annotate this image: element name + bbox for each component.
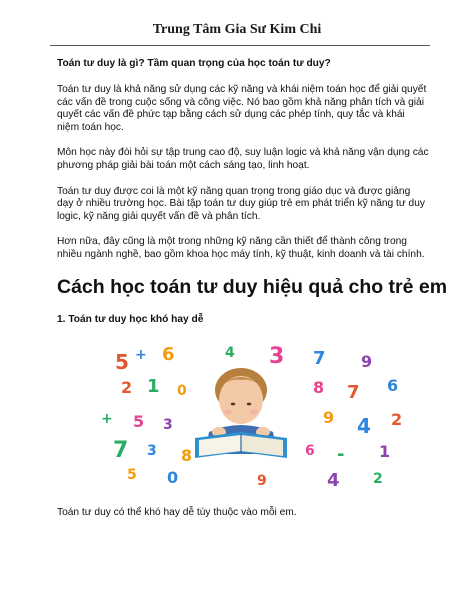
number-glyph: 3 (269, 343, 285, 369)
number-glyph: 6 (387, 375, 399, 395)
main-title: Cách học toán tư duy hiệu quả cho trẻ em (57, 275, 448, 298)
child-reading-book-icon (191, 362, 291, 472)
number-glyph: 2 (373, 470, 383, 487)
number-glyph: 6 (162, 343, 175, 365)
number-glyph: 4 (327, 469, 340, 491)
header-divider (50, 45, 430, 46)
number-glyph: 1 (379, 441, 391, 461)
number-glyph: 2 (121, 377, 133, 397)
number-glyph: 8 (181, 445, 193, 465)
number-glyph: 2 (391, 409, 403, 429)
number-glyph: 3 (163, 416, 173, 433)
number-glyph: 5 (127, 466, 137, 483)
number-glyph: 7 (347, 381, 360, 403)
section-heading: Toán tư duy là gì? Tầm quan trọng của học toán tư duy? (57, 58, 331, 69)
number-glyph: 6 (305, 442, 315, 459)
image-caption: Toán tư duy có thể khó hay dễ tùy thuộc vào mỗi em. (57, 506, 297, 518)
number-glyph: 4 (357, 413, 371, 438)
number-glyph: 0 (177, 382, 187, 399)
paragraph: Môn học này đòi hỏi sự tập trung cao độ, suy luận logic và khả năng vận dụng các phương pháp giải bài toán một cách sáng tạo, linh hoạt. (57, 147, 429, 171)
number-glyph: 5 (133, 411, 145, 431)
paragraph: Toán tư duy là khả năng sử dụng các kỹ năng và khái niệm toán học để giải quyết các vấn đề trong cuộc sống và công việc. Nó bao gồm khả năng phân tích và giải quyết các vấn đề phức tạp bằng cách sử dụng các phép tính, quy tắc và khái niệm toán học. (57, 84, 427, 133)
number-glyph: - (337, 443, 345, 465)
subsection-heading: 1. Toán tư duy học khó hay dễ (57, 313, 204, 325)
paragraph: Hơn nữa, đây cũng là một trong những kỹ năng cần thiết để thành công trong nhiều ngành nghề, bao gồm khoa học máy tính, kỹ thuật, kinh doanh và tài chính. (57, 236, 425, 260)
number-glyph: 9 (323, 407, 335, 427)
number-glyph: 4 (225, 344, 235, 361)
number-glyph: 7 (113, 437, 129, 463)
number-glyph: 7 (313, 347, 326, 369)
number-glyph: 9 (361, 351, 373, 371)
document-body (57, 57, 448, 519)
number-glyph: 8 (313, 377, 325, 397)
number-glyph: 0 (167, 467, 179, 487)
number-glyph: 1 (147, 375, 160, 397)
number-glyph: 9 (257, 472, 267, 489)
paragraph: Toán tư duy được coi là một kỹ năng quan trọng trong giáo dục và được giảng dạy ở nhiều trường học. Bài tập toán tư duy giúp trẻ em phát triển kỹ năng tư duy logic, kỹ năng giải quyết vấn đề và phân tích. (57, 185, 425, 222)
number-glyph: + (101, 410, 113, 427)
number-glyph: 3 (147, 442, 157, 459)
number-glyph: 5 (115, 349, 129, 374)
number-glyph: + (135, 346, 147, 363)
document-header: Trung Tâm Gia Sư Kim Chi (152, 22, 322, 37)
illustration-child-reading-with-numbers (57, 340, 429, 490)
